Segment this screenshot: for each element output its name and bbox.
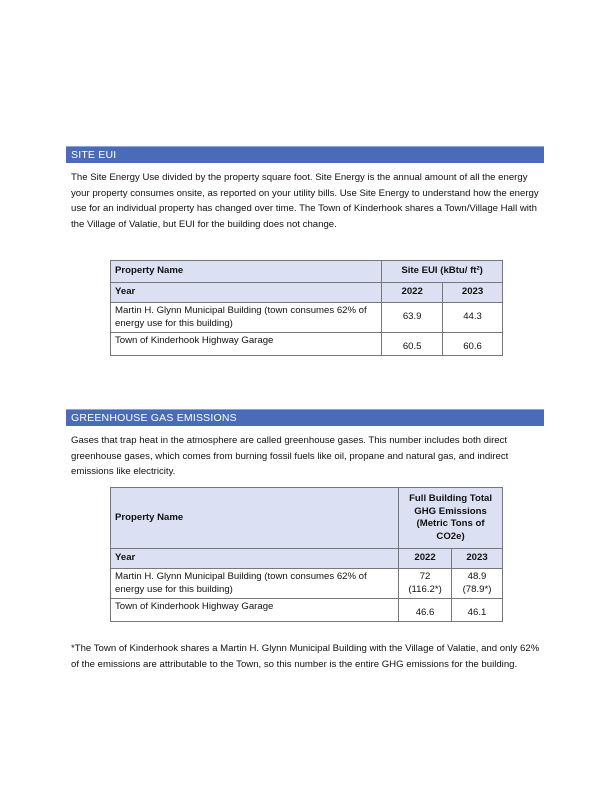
value-2022: 72 (116.2*): [399, 569, 452, 599]
table-header-row: [111, 261, 503, 283]
site-eui-paragraph: The Site Energy Use divided by the property square foot. Site Energy is the annual amount of all the energy your property consumes onsite, as reported on your utility bills. Use Site Energy to understand how the energy use for an individual property has changed over time. The Town of Kinderhook shares a Town/Village Hall with the Village of Valatie, but EUI for the building does not change.: [71, 172, 539, 230]
value-2022: 46.6: [399, 599, 452, 622]
property-name: Town of Kinderhook Highway Garage: [111, 333, 382, 356]
property-name: Martin H. Glynn Municipal Building (town consumes 62% of energy use for this building): [111, 303, 382, 333]
table-year-row: [111, 283, 503, 303]
value-2023: 44.3: [443, 303, 503, 333]
value-2023: 48.9 (78.9*): [452, 569, 503, 599]
year-2023: 2023: [443, 283, 503, 303]
value-2023: 60.6: [443, 333, 503, 356]
value-2022: 60.5: [382, 333, 443, 356]
column-header-property: Property Name: [111, 261, 382, 283]
property-name: Town of Kinderhook Highway Garage: [111, 599, 399, 622]
column-header-site-eui: Site EUI (kBtu/ ft²): [382, 261, 503, 283]
site-eui-header: SITE EUI: [66, 146, 544, 163]
year-2022: 2022: [382, 283, 443, 303]
year-2023: 2023: [452, 549, 503, 569]
year-label: Year: [111, 549, 399, 569]
year-label: Year: [111, 283, 382, 303]
ghg-paragraph: Gases that trap heat in the atmosphere are called greenhouse gases. This number includes both direct greenhouse gases, which comes from burning fossil fuels like oil, propane and natural gas, and indirect emissions like electricity.: [71, 435, 509, 478]
column-header-ghg: Full Building Total GHG Emissions (Metric Tons of CO2e): [399, 488, 503, 549]
table-header-row: [111, 488, 503, 549]
table-row: [111, 303, 503, 333]
value-2023: 46.1: [452, 599, 503, 622]
column-header-property: Property Name: [111, 488, 399, 549]
ghg-table: [110, 487, 503, 622]
table-row: [111, 569, 503, 599]
ghg-footnote: *The Town of Kinderhook shares a Martin H. Glynn Municipal Building with the Village of Valatie, and only 62% of the emissions are attributable to the Town, so this number is the entire GHG emissions for the building.: [71, 643, 540, 670]
table-row: [111, 599, 503, 622]
value-2022: 63.9: [382, 303, 443, 333]
table-year-row: [111, 549, 503, 569]
property-name: Martin H. Glynn Municipal Building (town consumes 62% of energy use for this building): [111, 569, 399, 599]
year-2022: 2022: [399, 549, 452, 569]
site-eui-table: [110, 260, 503, 356]
table-row: [111, 333, 503, 356]
ghg-header: GREENHOUSE GAS EMISSIONS: [66, 409, 544, 426]
